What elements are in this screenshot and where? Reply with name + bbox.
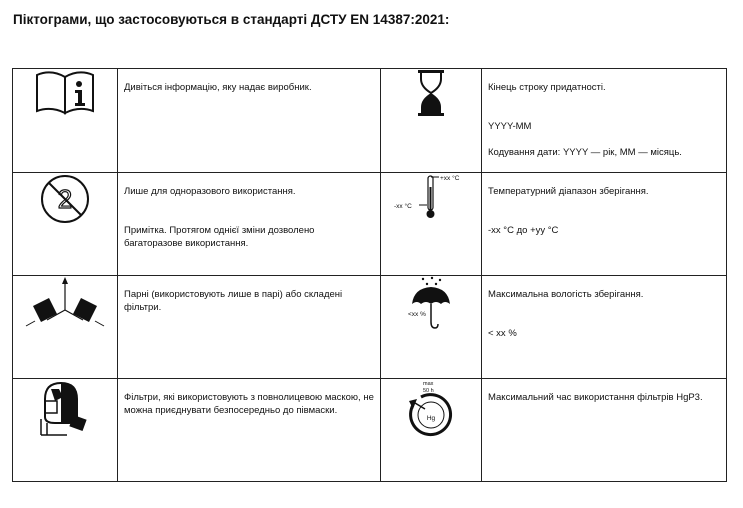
- temperature-high-label: +xx °C: [440, 175, 460, 182]
- hourglass-icon: [416, 69, 446, 117]
- pictogram-description: [482, 69, 727, 173]
- table-row: [13, 173, 727, 276]
- pictogram-cell: [381, 379, 482, 482]
- date-format-text: YYYY-MM: [488, 121, 532, 132]
- humidity-label: <xx %: [408, 311, 426, 318]
- single-use-icon: [39, 173, 91, 225]
- twin-filters-icon: [25, 276, 105, 330]
- description-text: Кінець строку придатності.: [488, 82, 606, 93]
- single-use-digit: 2: [57, 184, 73, 214]
- pictogram-description: [118, 276, 381, 379]
- full-face-mask-filter-icon: [37, 379, 93, 437]
- pictogram-table: [12, 68, 727, 482]
- description-text: Лише для одноразового використання.: [124, 186, 296, 197]
- pictogram-cell: [381, 276, 482, 379]
- pictogram-description: [118, 69, 381, 173]
- umbrella-humidity-icon: [406, 276, 456, 332]
- pictogram-cell: [13, 379, 118, 482]
- description-text: Максимальна вологість зберігання.: [488, 289, 644, 300]
- pictogram-description: [118, 379, 381, 482]
- note-text: Примітка. Протягом однієї зміни дозволено багаторазове використання.: [124, 225, 315, 249]
- description-text: Температурний діапазон зберігання.: [488, 186, 649, 197]
- consult-instructions-icon: [35, 69, 95, 115]
- clock-hours-label: 50 h: [423, 388, 434, 394]
- pictogram-description: [482, 173, 727, 276]
- date-coding-text: Кодування дати: YYYY — рік, MM — місяць.: [488, 147, 682, 158]
- pictogram-cell: [13, 276, 118, 379]
- temperature-range-text: -xx °C до +yy °C: [488, 225, 559, 236]
- thermometer-icon: [393, 173, 469, 221]
- temperature-low-label: -xx °C: [394, 203, 412, 210]
- description-text: Парні (використовують лише в парі) або складені фільтри.: [124, 289, 343, 313]
- page-title: Піктограми, що застосовуються в стандарті ДСТУ EN 14387:2021:: [13, 12, 450, 27]
- table-row: [13, 276, 727, 379]
- description-text: Фільтри, які використовують з повнолицевою маскою, не можна приєднувати безпосередньо до півмаски.: [124, 392, 374, 416]
- description-text: Максимальний час використання фільтрів HgP3.: [488, 392, 703, 403]
- clock-center-label: Hg: [426, 415, 436, 422]
- pictogram-description: [482, 379, 727, 482]
- pictogram-cell: [381, 173, 482, 276]
- pictogram-cell: [381, 69, 482, 173]
- pictogram-cell: [13, 69, 118, 173]
- clock-max-label: max: [423, 381, 434, 387]
- pictogram-cell: [13, 173, 118, 276]
- humidity-value-text: < xx %: [488, 328, 517, 339]
- table-row: [13, 379, 727, 482]
- clock-max-use-icon: [403, 379, 459, 439]
- table-row: [13, 69, 727, 173]
- description-text: Дивіться інформацію, яку надає виробник.: [124, 82, 312, 93]
- pictogram-description: [482, 276, 727, 379]
- pictogram-description: [118, 173, 381, 276]
